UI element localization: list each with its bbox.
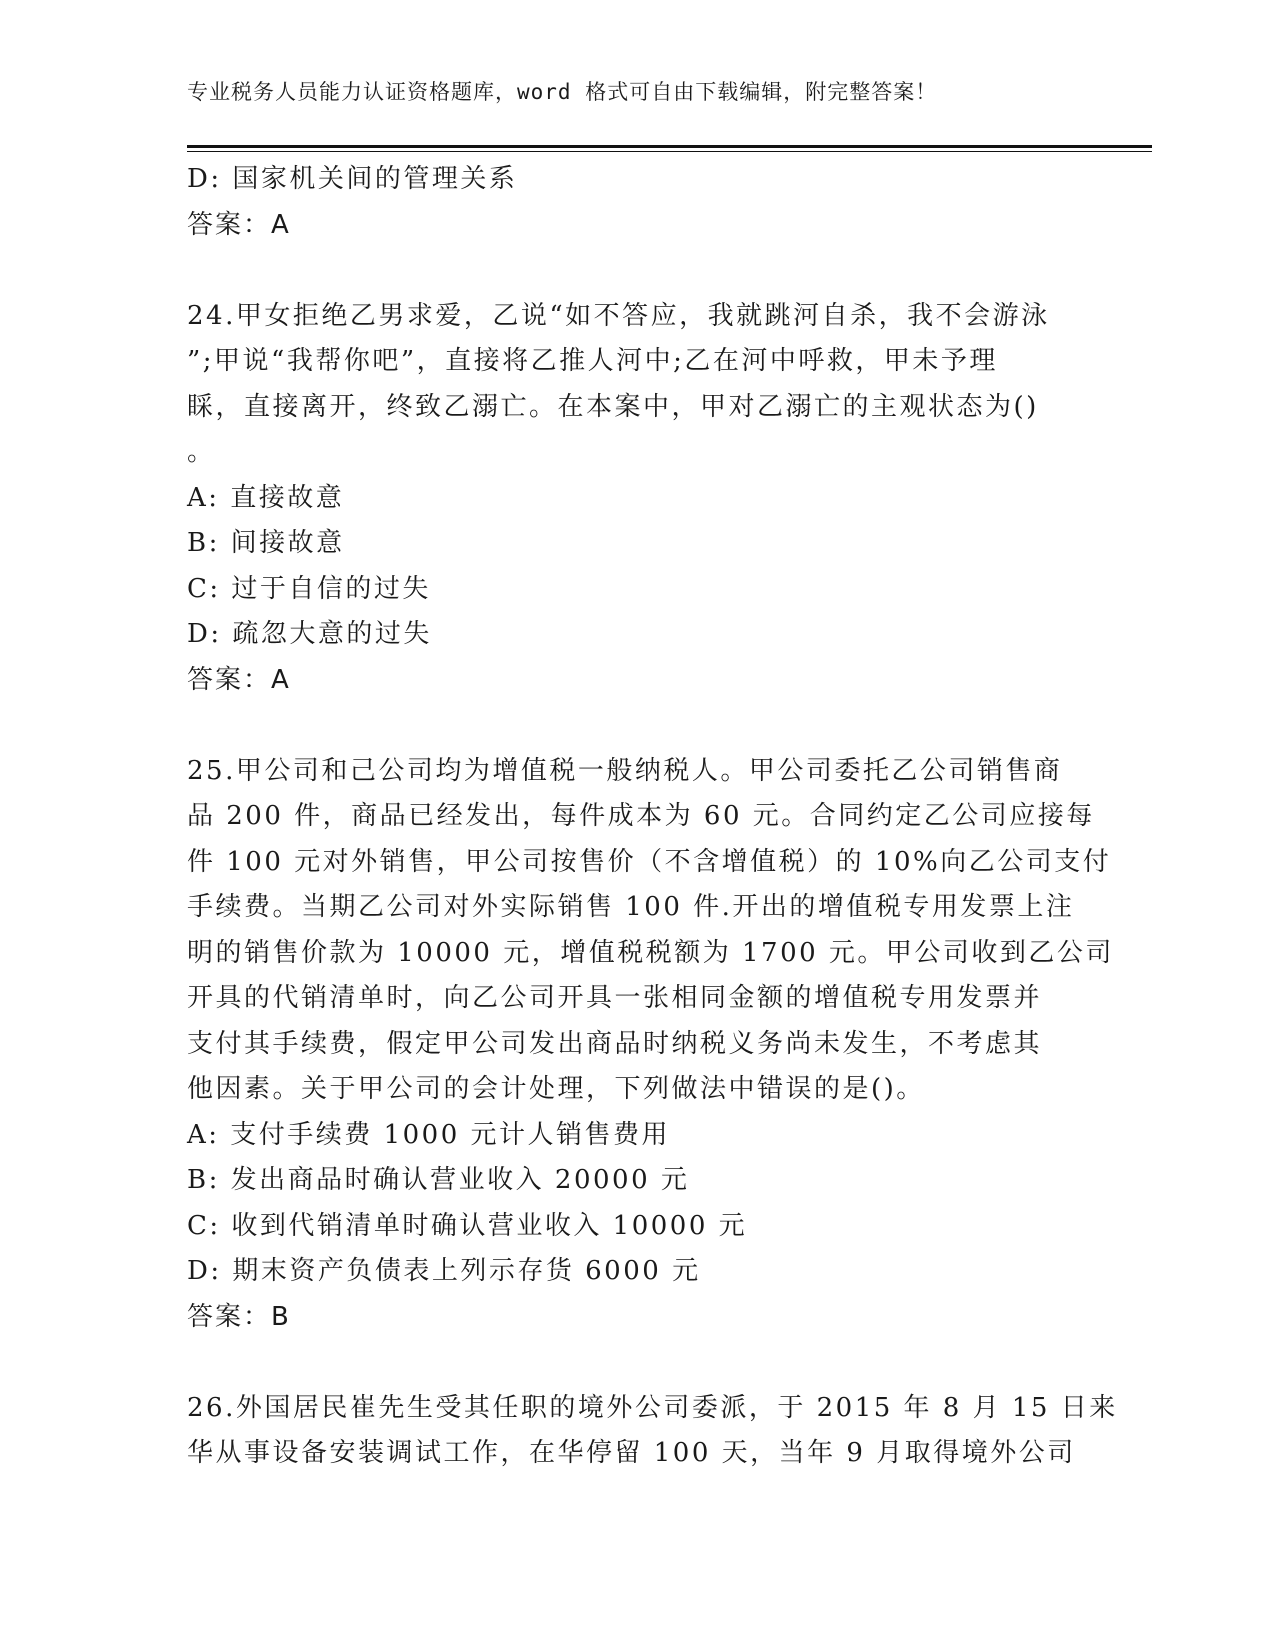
question-24-option-d: D: 疏忽大意的过失 xyxy=(187,619,432,649)
question-24-option-b: B: 间接故意 xyxy=(187,528,345,558)
question-25-option-a: A: 支付手续费 1000 元计人销售费用 xyxy=(187,1119,670,1150)
page-header: 专业税务人员能力认证资格题库，word 格式可自由下载编辑，附完整答案！ xyxy=(187,80,938,104)
question-25-line: 件 100 元对外销售，甲公司按售价（不含增值税）的 10%向乙公司支付 xyxy=(187,846,1112,877)
question-25-option-d: D: 期末资产负债表上列示存货 6000 元 xyxy=(187,1256,701,1286)
document-body xyxy=(187,157,1118,1477)
question-26 xyxy=(187,1386,1118,1477)
prev-answer: 答案：A xyxy=(187,209,291,240)
question-25-option-c: C: 收到代销清单时确认营业收入 10000 元 xyxy=(187,1210,748,1241)
question-25-line: 开具的代销清单时，向乙公司开具一张相同金额的增值税专用发票并 xyxy=(187,983,1043,1013)
question-25-line: 品 200 件，商品已经发出，每件成本为 60 元。合同约定乙公司应接每 xyxy=(187,801,1095,831)
question-26-line: 26.外国居民崔先生受其任职的境外公司委派，于 2015 年 8 月 15 日来 xyxy=(187,1392,1118,1423)
question-25-line: 手续费。当期乙公司对外实际销售 100 件.开出的增值税专用发票上注 xyxy=(187,892,1075,922)
question-24-line: 。 xyxy=(187,437,216,467)
question-25-answer: 答案：B xyxy=(187,1301,291,1332)
header-rule-thin xyxy=(187,151,1152,152)
question-25 xyxy=(187,749,1114,1341)
question-25-line: 25.甲公司和己公司均为增值税一般纳税人。甲公司委托乙公司销售商 xyxy=(187,755,1063,786)
spacer xyxy=(187,703,1087,749)
question-25-option-b: B: 发出商品时确认营业收入 20000 元 xyxy=(187,1165,690,1195)
question-24-answer: 答案：A xyxy=(187,664,291,695)
spacer xyxy=(187,248,1087,294)
question-24 xyxy=(187,294,1087,704)
prev-option-d: D: 国家机关间的管理关系 xyxy=(187,164,518,194)
question-25-line: 明的销售价款为 10000 元，增值税税额为 1700 元。甲公司收到乙公司 xyxy=(187,937,1114,968)
question-24-option-c: C: 过于自信的过失 xyxy=(187,573,431,604)
question-25-line: 支付其手续费，假定甲公司发出商品时纳税义务尚未发生，不考虑其 xyxy=(187,1028,1043,1059)
spacer xyxy=(187,1340,1087,1386)
question-24-option-a: A: 直接故意 xyxy=(187,482,345,513)
question-24-line: 24.甲女拒绝乙男求爱，乙说“如不答应，我就跳河自杀，我不会游泳 xyxy=(187,300,1050,331)
question-24-line: ”;甲说“我帮你吧”，直接将乙推人河中;乙在河中呼救，甲未予理 xyxy=(187,346,998,376)
question-24-line: 睬，直接离开，终致乙溺亡。在本案中，甲对乙溺亡的主观状态为() xyxy=(187,391,1039,422)
header-rule-thick xyxy=(187,145,1152,148)
question-25-line: 他因素。关于甲公司的会计处理，下列做法中错误的是()。 xyxy=(187,1074,925,1104)
question-26-line: 华从事设备安装调试工作，在华停留 100 天，当年 9 月取得境外公司 xyxy=(187,1438,1076,1468)
